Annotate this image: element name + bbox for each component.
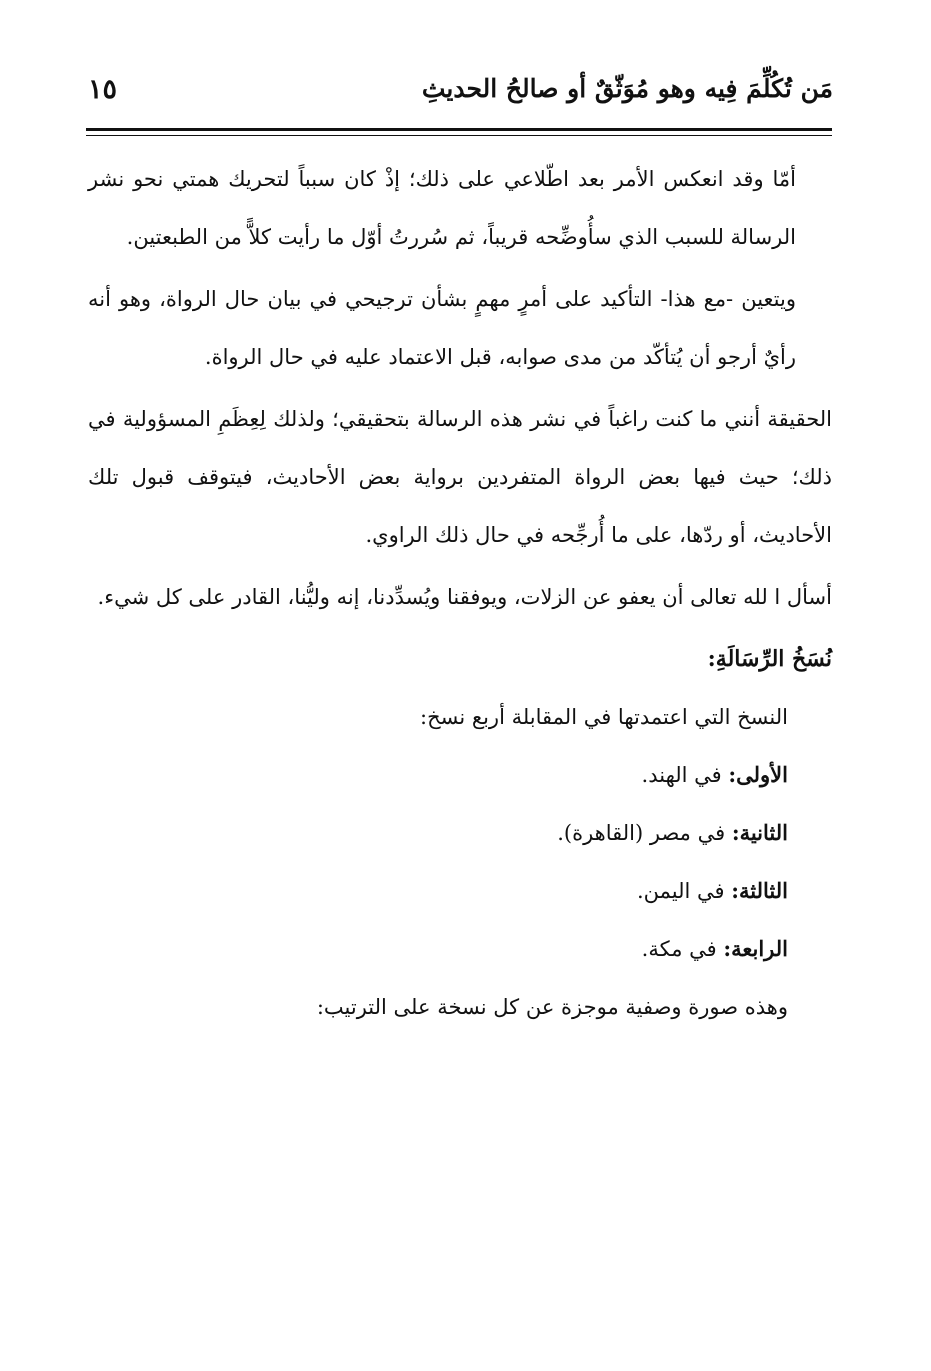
copy-item <box>88 862 832 920</box>
copy-value: في مكة. <box>641 937 717 961</box>
copies-intro: النسخ التي اعتمدتها في المقابلة أربع نسخ: <box>420 705 788 729</box>
copy-value: في الهند. <box>641 763 722 787</box>
paragraph-1: أمّا وقد انعكس الأمر بعد اطّلاعي على ذلك؛ إذْ كان سبباً لتحريك همتي نحو نشر الرسالة للسبب الذي سأُوضِّحه قريباً، ثم سُررتُ أوّل ما رأيت كلاًّ من الطبعتين. <box>88 167 796 249</box>
header-rule-thin <box>86 135 832 136</box>
copy-item <box>88 804 832 862</box>
copy-item <box>88 746 832 804</box>
copy-label: الثالثة: <box>731 878 788 903</box>
section-heading: نُسَخُ الرِّسَالَةِ: <box>707 646 832 672</box>
paragraph-2: ويتعين -مع هذا- التأكيد على أمرٍ مهمٍ بشأن ترجيحي في بيان حال الرواة، وهو أنه رأيٌ أرجو أن يُتأكّد من مدى صوابه، قبل الاعتماد عليه في حال الرواة. <box>88 287 796 369</box>
copy-label: الرابعة: <box>723 936 788 961</box>
copy-value: في اليمن. <box>637 879 725 903</box>
paragraph-3: الحقيقة أنني ما كنت راغباً في نشر هذه الرسالة بتحقيقي؛ ولذلك لِعِظَمِ المسؤولية في ذلك؛ حيث فيها بعض الرواة المتفردين برواية بعض الأحاديث، فيتوقف قبول تلك الأحاديث، أو ردّها، على ما أُرجِّحه في حال ذلك الراوي. <box>88 407 832 547</box>
copy-label: الثانية: <box>731 820 788 845</box>
copy-item <box>88 920 832 978</box>
page-body <box>88 150 832 1036</box>
copy-label: الأولى: <box>728 762 788 787</box>
header-rule-thick <box>86 128 832 131</box>
closing-line: وهذه صورة وصفية موجزة عن كل نسخة على الترتيب: <box>316 995 788 1019</box>
page-number: ١٥ <box>88 74 118 105</box>
paragraph-4: أسأل ا لله تعالى أن يعفو عن الزلات، ويوفقنا ويُسدِّدنا، إنه وليُّنا، القادر على كل شيء. <box>97 585 832 609</box>
copy-value: في مصر (القاهرة). <box>557 821 726 845</box>
running-header <box>88 70 833 120</box>
running-title: مَن تُكُلِّمَ فِيه وهو مُوَثّقٌ أو صالحُ الحديثِ <box>421 74 833 103</box>
